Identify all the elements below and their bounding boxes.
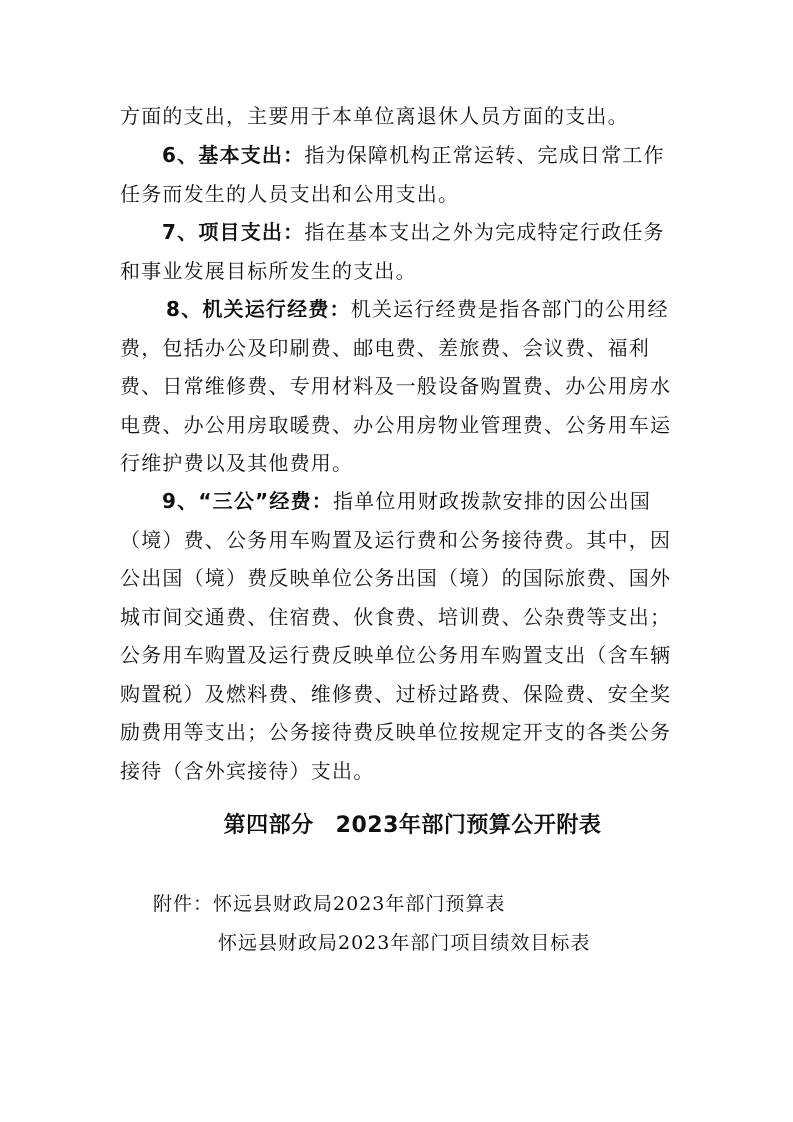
attachment-item[interactable]: 怀远县财政局2023年部门预算表 xyxy=(213,893,506,915)
definition-agency-operating-costs: 机关运行经费是指各部门的公用经费，包括办公及印刷费、邮电费、差旅费、会议费、福利费、日常维修费、专用材料及一般设备购置费、办公用房水电费、办公用房取暖费、办公用房物业管理费、公务用车运行维护费以及其他费用。 xyxy=(120,297,672,475)
term-basic-expenditure: 6、基本支出： xyxy=(162,143,305,167)
section-title: 2023年部门预算公开附表 xyxy=(335,813,602,838)
definition-project-expenditure: 指在基本支出之外为完成特定行政任务和事业发展目标所发生的支出。 xyxy=(120,220,665,283)
paragraph-text: 方面的支出，主要用于本单位离退休人员方面的支出。 xyxy=(120,104,629,128)
section-heading xyxy=(0,808,793,839)
attachment-item[interactable]: 怀远县财政局2023年部门项目绩效目标表 xyxy=(218,932,591,954)
term-agency-operating-costs: 8、机关运行经费： xyxy=(166,297,351,321)
term-project-expenditure: 7、项目支出： xyxy=(162,220,305,244)
term-three-public-expenses: 9、“三公”经费： xyxy=(162,489,334,513)
attachment-label: 附件： xyxy=(153,893,214,915)
paragraph-basic-expenditure xyxy=(120,136,682,213)
definition-three-public-expenses: 指单位用财政拨款安排的因公出国（境）费、公务用车购置及运行费和公务接待费。其中，因公出国（境）费反映单位公务出国（境）的国际旅费、国外城市间交通费、住宿费、伙食费、培训费、公杂费等支出；公务用车购置及运行费反映单位公务用车购置支出（含车辆购置税）及燃料费、维修费、过桥过路费、保险费、安全奖励费用等支出；公务接待费反映单位按规定开支的各类公务接待（含外宾接待）支出。 xyxy=(120,489,672,783)
paragraph-retirement-continuation xyxy=(120,97,682,136)
paragraph-agency-operating-costs xyxy=(120,290,682,483)
definition-basic-expenditure: 指为保障机构正常运转、完成日常工作任务而发生的人员支出和公用支出。 xyxy=(120,143,665,206)
paragraph-project-expenditure xyxy=(120,213,682,290)
attachment-line-1 xyxy=(153,889,505,916)
section-part-label: 第四部分 xyxy=(223,813,314,838)
attachment-line-2 xyxy=(218,928,590,955)
paragraph-three-public-expenses xyxy=(120,482,682,790)
